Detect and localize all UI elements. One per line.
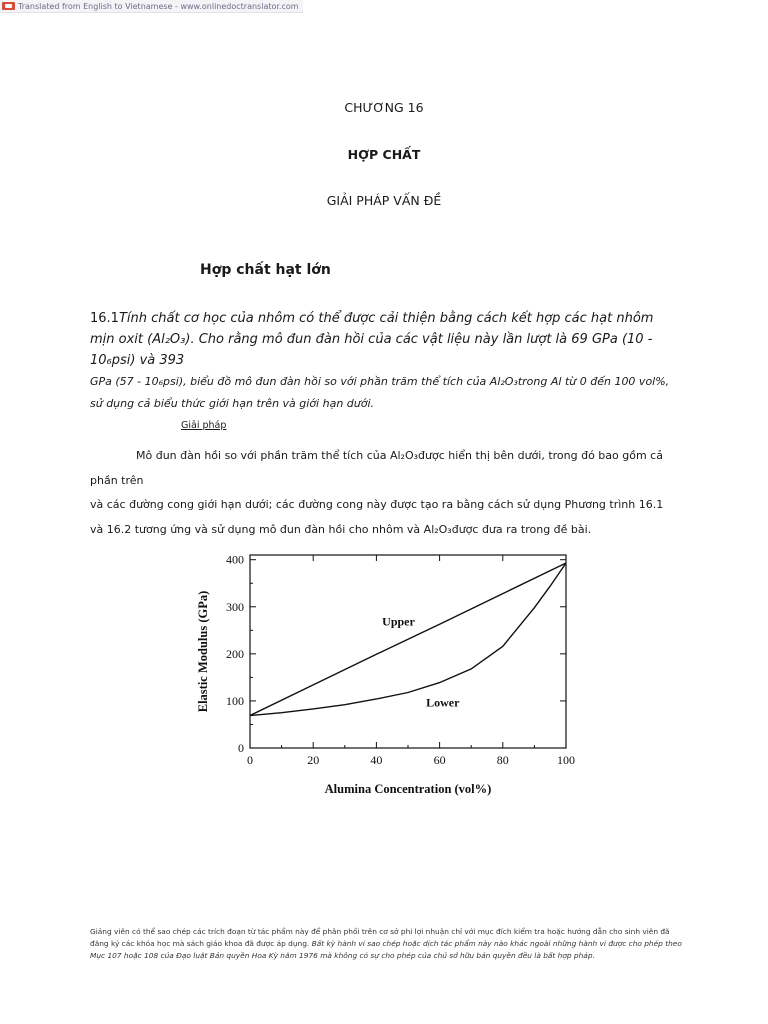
copyright-footer — [90, 926, 690, 962]
y-tick-label: 100 — [226, 693, 244, 708]
elastic-modulus-chart — [190, 545, 590, 805]
translation-banner[interactable] — [0, 0, 303, 13]
x-tick-label: 20 — [307, 753, 320, 767]
y-tick-label: 400 — [226, 552, 244, 567]
x-tick-label: 0 — [247, 753, 253, 767]
y-tick-label: 200 — [226, 646, 244, 661]
solution-paragraph-2: và các đường cong giới hạn dưới; các đường cong này được tạo ra bằng cách sử dụng Phương trình 16.1 và 16.2 tương ứng và sử dụng mô đun đàn hồi cho nhôm và Al₂O₃được đưa ra trong đề bài. — [90, 498, 664, 536]
solution-text — [90, 444, 670, 542]
translator-logo-icon — [2, 2, 15, 10]
section-heading: Hợp chất hạt lớn — [200, 262, 331, 278]
x-axis-label: Alumina Concentration (vol%) — [324, 782, 492, 796]
y-tick-label: 300 — [226, 599, 244, 614]
x-tick-label: 100 — [557, 753, 575, 767]
x-tick-label: 80 — [496, 753, 509, 767]
problem-statement — [90, 308, 680, 415]
y-axis-label: Elastic Modulus (GPa) — [196, 590, 210, 713]
problem-text-1: Tính chất cơ học của nhôm có thể được cải thiện bằng cách kết hợp các hạt nhôm mịn oxit (Al₂O₃). Cho rằng mô đun đàn hồi của các vật liệu này lần lượt là 69 GPa (10 - 10₆psi) và 393 — [90, 311, 654, 368]
chapter-title: HỢP CHẤT — [347, 147, 421, 162]
y-tick-label: 0 — [238, 741, 244, 755]
problem-text-2: GPa (57 - 10₆psi), biểu đồ mô đun đàn hồi so với phần trăm thể tích của Al₂O₃trong Al từ 0 đến 100 vol%, sử dụng cả biểu thức giới hạn trên và giới hạn dưới. — [90, 375, 670, 410]
x-tick-label: 60 — [433, 753, 446, 767]
curve-label: Lower — [426, 695, 460, 710]
problem-number: 16.1 — [90, 311, 119, 326]
plot-frame — [250, 555, 566, 748]
banner-text[interactable]: Translated from English to Vietnamese - www.onlinedoctranslator.com — [18, 1, 299, 11]
chapter-subtitle: GIẢI PHÁP VẤN ĐỀ — [326, 193, 442, 208]
chapter-label: CHƯƠNG 16 — [344, 100, 424, 115]
solution-label: Giải pháp — [181, 420, 227, 431]
footer-text-1: Giảng viên có thể sao chép các trích đoạn từ tác phẩm này để phân phối trên cơ sở phi lợi nhuận chỉ với mục đích kiểm tra hoặc hướng dẫn cho sinh viên đã đăng ký các khóa học mà sách giáo khoa đã được áp dụng. — [90, 927, 670, 948]
x-tick-label: 40 — [370, 753, 383, 767]
footer-text-2: Bất kỳ hành vi sao chép hoặc dịch tác phẩm này nào khác ngoài những hành vi được cho phép theo Mục 107 hoặc 108 của Đạo luật Bản quyền Hoa Kỳ năm 1976 mà không có sự cho phép của chủ sở hữu bản quyền đều là bất hợp pháp. — [90, 939, 682, 960]
curve-label: Upper — [382, 614, 415, 629]
solution-paragraph-1: Mô đun đàn hồi so với phần trăm thể tích của Al₂O₃được hiển thị bên dưới, trong đó bao gồm cả phần trên — [90, 449, 663, 487]
